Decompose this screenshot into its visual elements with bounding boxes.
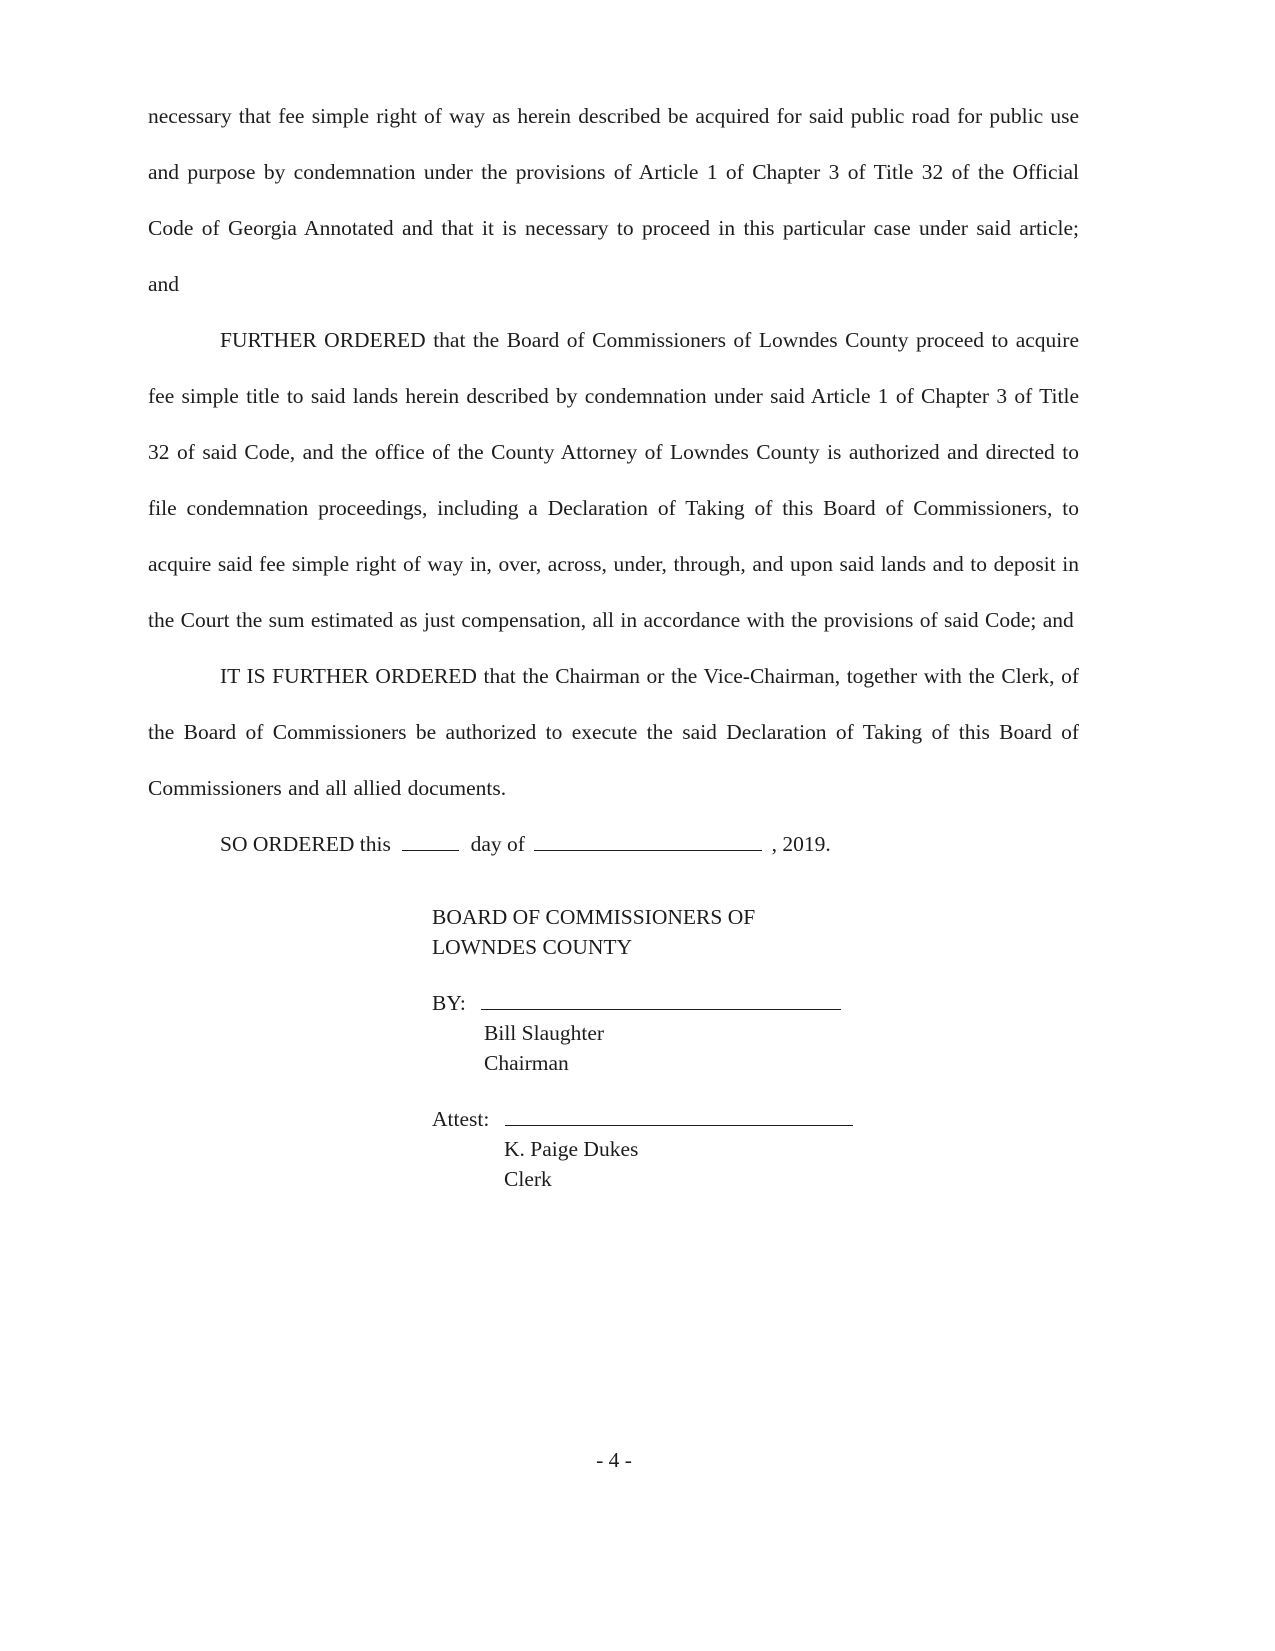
so-ordered-line bbox=[148, 816, 1079, 872]
paragraph-further-ordered: FURTHER ORDERED that the Board of Commissioners of Lowndes County proceed to acquire fee simple title to said lands herein described by condemnation under said Article 1 of Chapter 3 of Title 32 of said Code, and the office of the County Attorney of Lowndes County is authorized and directed to file condemnation proceedings, including a Declaration of Taking of this Board of Commissioners, to acquire said fee simple right of way in, over, across, under, through, and upon said lands and to deposit in the Court the sum estimated as just compensation, all in accordance with the provisions of said Code; and bbox=[148, 328, 1079, 632]
signature-block bbox=[432, 902, 1079, 1194]
attest-signature-row bbox=[432, 1104, 1079, 1134]
attest-signer-name: K. Paige Dukes bbox=[504, 1137, 639, 1161]
day-blank-line bbox=[402, 830, 459, 851]
by-signer-name: Bill Slaughter bbox=[484, 1021, 605, 1045]
attest-label: Attest: bbox=[432, 1107, 490, 1131]
month-blank-line bbox=[534, 830, 762, 851]
by-label: BY: bbox=[432, 991, 466, 1015]
paragraph-it-is-further-ordered: IT IS FURTHER ORDERED that the Chairman or the Vice-Chairman, together with the Clerk, of the Board of Commissioners be authorized to execute the said Declaration of Taking of this Board of Commissioners and all allied documents. bbox=[148, 664, 1079, 800]
by-signer-title: Chairman bbox=[484, 1051, 569, 1075]
attest-signature-line bbox=[505, 1105, 853, 1126]
organization-line-1: BOARD OF COMMISSIONERS OF bbox=[432, 905, 756, 929]
attest-name-block bbox=[504, 1134, 1079, 1194]
by-signature-line bbox=[481, 989, 841, 1010]
so-ordered-middle: day of bbox=[470, 832, 525, 856]
organization-line-2: LOWNDES COUNTY bbox=[432, 935, 633, 959]
by-signature-row bbox=[432, 988, 1079, 1018]
page-number: - 4 - bbox=[596, 1448, 632, 1472]
organization-name bbox=[432, 902, 1079, 962]
so-ordered-suffix: , 2019. bbox=[771, 832, 831, 856]
attest-signer-title: Clerk bbox=[504, 1167, 552, 1191]
so-ordered-prefix: SO ORDERED this bbox=[220, 832, 391, 856]
paragraph-continuation: necessary that fee simple right of way as herein described be acquired for said public road for public use and purpose by condemnation under the provisions of Article 1 of Chapter 3 of Title 32 of the Official Code of Georgia Annotated and that it is necessary to proceed in this particular case under said article; and bbox=[148, 104, 1079, 296]
by-name-block bbox=[484, 1018, 1079, 1078]
